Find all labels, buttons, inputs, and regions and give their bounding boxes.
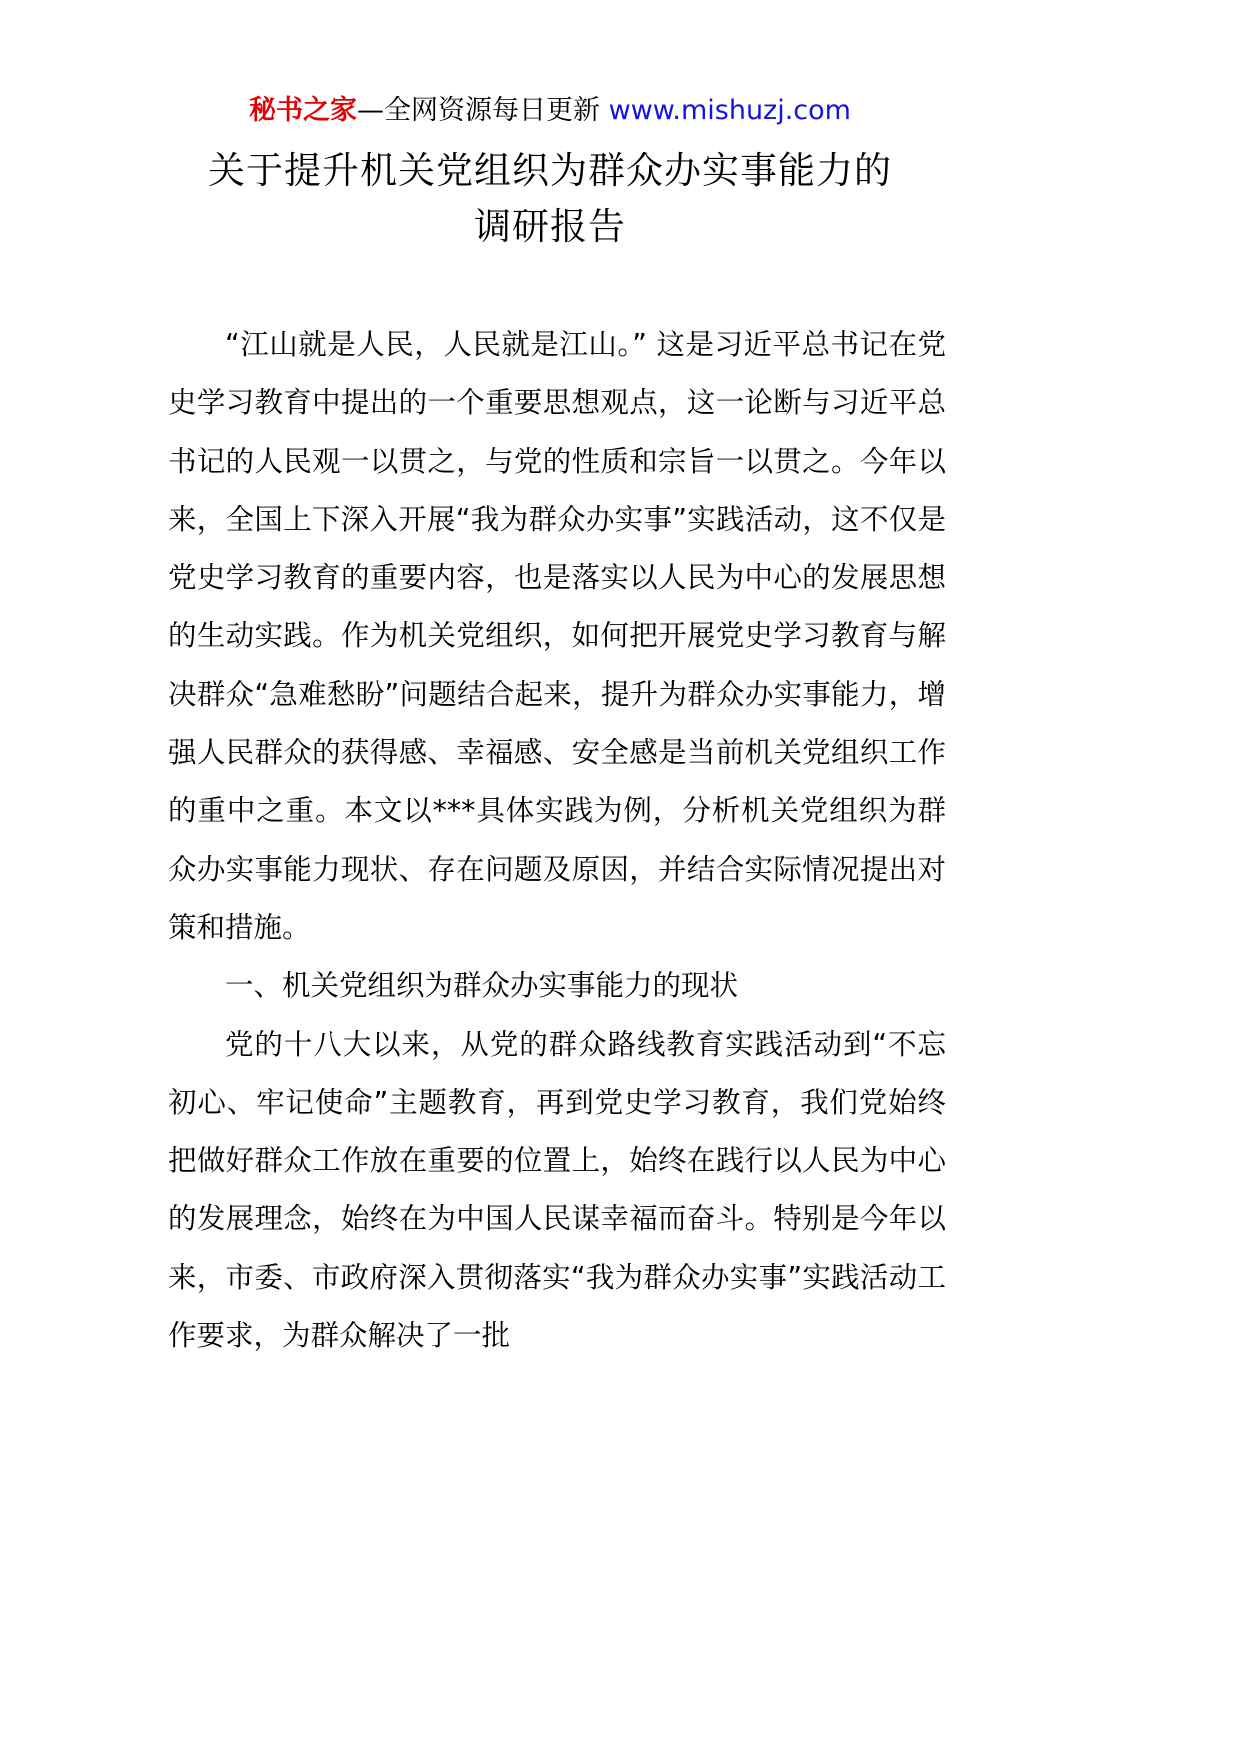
section-heading: 一、机关党组织为群众办实事能力的现状 [225,969,739,1003]
title-line-2: 调研报告 [474,205,626,248]
intro-paragraph: “江山就是人民，人民就是江山。” 这是习近平总书记在党史学习教育中提出的一个重要思想观点，这一论断与习近平总书记的人民观一以贯之，与党的性质和宗旨一以贯之。今年以来，全国上下深入开展“我为群众办实事”实践活动，这不仅是党史学习教育的重要内容，也是落实以人民为中心的发展思想的生动实践。作为机关党组织，如何把开展党史学习教育与解决群众“急难愁盼”问题结合起来，提升为群众办实事能力，增强人民群众的获得感、幸福感、安全感是当前机关党组织工作的重中之重。本文以***具体实践为例，分析机关党组织为群众办实事能力现状、存在问题及原因，并结合实际情况提出对策和措施。 [168,328,946,944]
site-tagline: —全网资源每日更新 [357,95,609,126]
title-line-1: 关于提升机关党组织为群众办实事能力的 [208,149,892,192]
site-name: 秘书之家 [249,95,358,126]
site-url-link[interactable]: www.mishuzj.com [608,95,851,126]
body-paragraph: 党的十八大以来，从党的群众路线教育实践活动到“不忘初心、牢记使命”主题教育，再到党史学习教育，我们党始终把做好群众工作放在重要的位置上，始终在践行以人民为中心的发展理念，始终在为中国人民谋幸福而奋斗。特别是今年以来，市委、市政府深入贯彻落实“我为群众办实事”实践活动工作要求，为群众解决了一批 [168,1027,946,1353]
site-header [0,90,1100,132]
document-body [168,316,946,1365]
document-title [0,143,1100,255]
